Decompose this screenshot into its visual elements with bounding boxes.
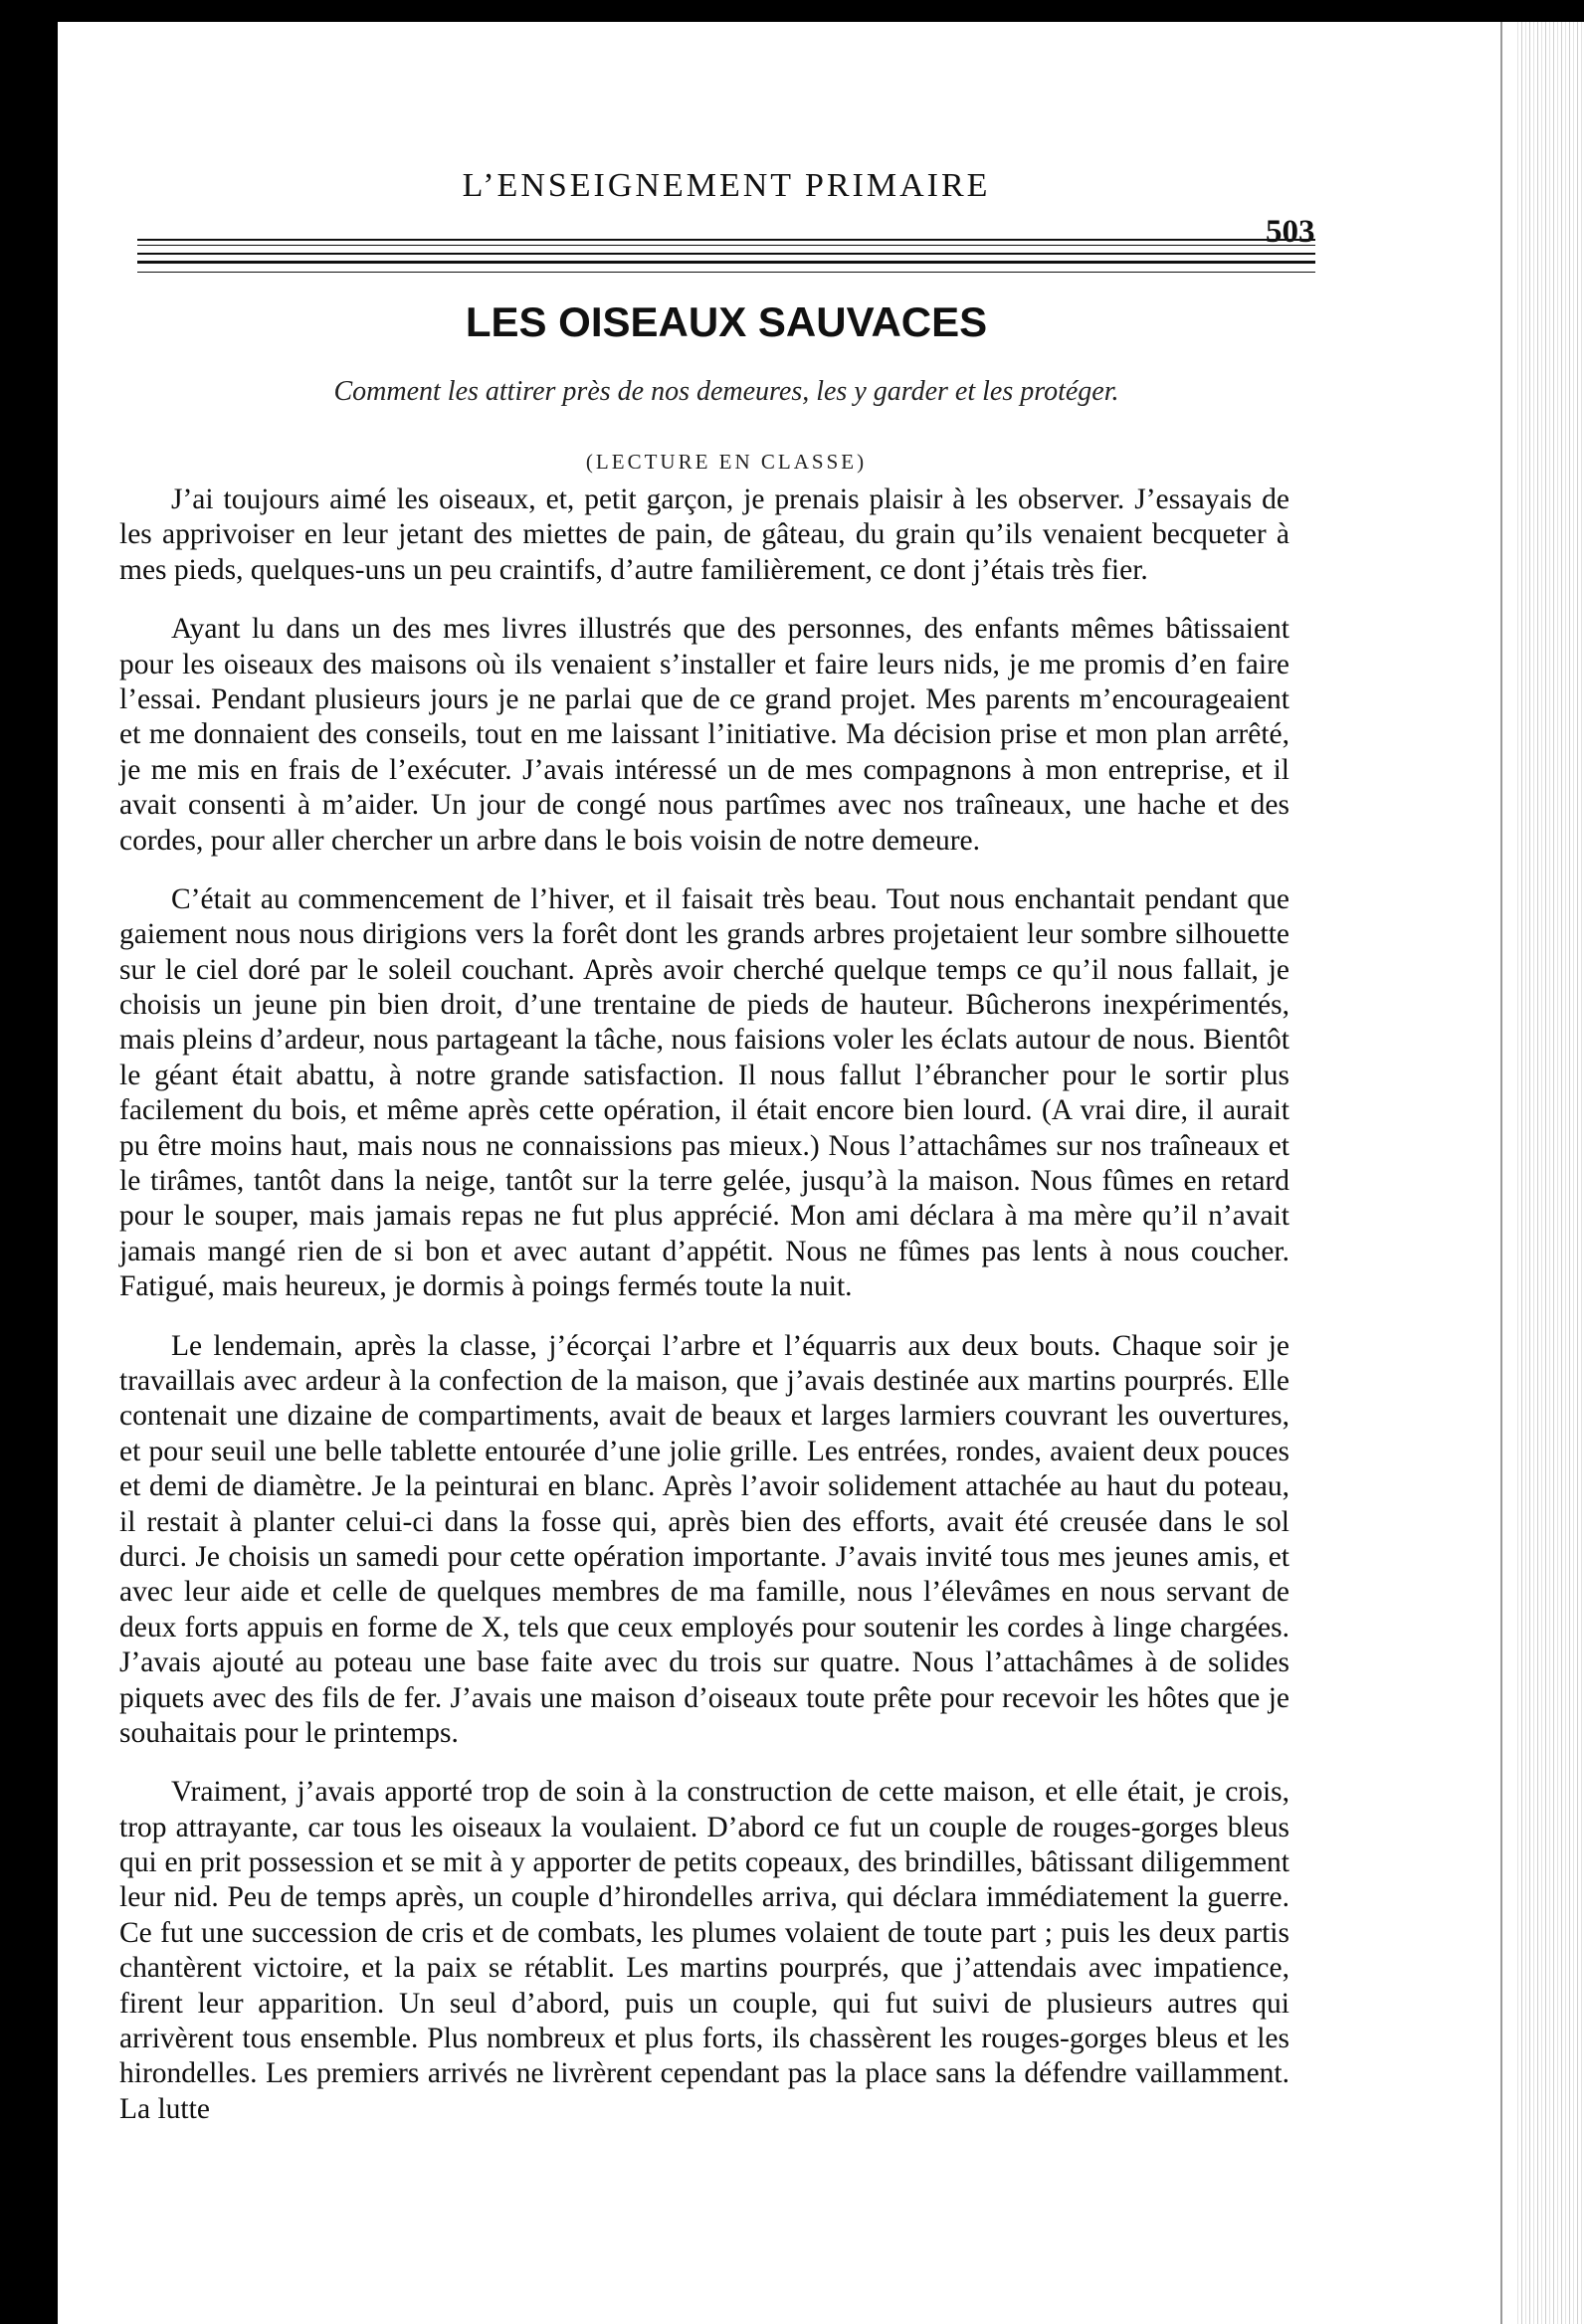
header-rule-middle (137, 245, 1315, 246)
article-body (119, 483, 1289, 2151)
header-rule (137, 239, 1315, 255)
running-header: L’ENSEIGNEMENT PRIMAIRE (462, 167, 991, 204)
paragraph-5: Vraiment, j’avais apporté trop de soin à la construction de cette maison, et elle était, je crois, trop attrayante, car tous les oiseaux la voulaient. D’abord ce fut un couple de rouges-gorges bleus qui en prit possession et se mit à y apporter de petits copeaux, des brindilles, bâtissant diligemment leur nid. Peu de temps après, un couple d’hirondelles arriva, qui déclara immédiatement la guerre. Ce fut une succession de cris et de combats, les plumes volaient de toute part ; puis les deux partis chantèrent victoire, et la paix se rétablit. Les martins pourprés, que j’attendais avec impatience, firent leur apparition. Un seul d’abord, puis un couple, qui fut suivi de plusieurs autres qui arrivèrent tous ensemble. Plus nombreux et plus forts, ils chassèrent les rouges-gorges bleus et les hirondelles. Les premiers arrivés ne livrèrent cependant pas la place sans la défendre vaillamment. La lutte (119, 1776, 1289, 2125)
header-rule-bottom (137, 261, 1315, 273)
paragraph-3: C’était au commencement de l’hiver, et il faisait très beau. Tout nous enchantait pendant que gaiement nous nous dirigions vers la forêt dont les grands arbres projetaient leur sombre silhouette sur le ciel doré par le soleil couchant. Après avoir cherché quelque temps ce qu’il nous fallait, je choisis un jeune pin bien droit, d’une trentaine de pieds de hauteur. Bûcherons inexpérimentés, mais pleins d’ardeur, nous partageant la tâche, nous faisions voler les éclats autour de nous. Bientôt le géant était abattu, à notre grande satisfaction. Il nous fallut l’ébrancher pour le sortir plus facilement du bois, et même après cette opération, il était encore bien lourd. (A vrai dire, il aurait pu être moins haut, mais nous ne connaissions pas mieux.) Nous l’attachâmes sur nos traîneaux et le tirâmes, tantôt dans la neige, tantôt sur la terre gelée, jusqu’à la maison. Nous fûmes en retard pour le souper, mais jamais repas ne fut plus apprécié. Mon ami déclara à ma mère qu’il n’avait jamais mangé rien de si bon et avec autant d’appétit. Nous ne fûmes pas lents à nous coucher. Fatigué, mais heureux, je dormis à poings fermés toute la nuit. (119, 882, 1289, 1303)
article-subtitle: Comment les attirer près de nos demeures, les y garder et les protéger. (333, 376, 1119, 407)
page-fold-line (1500, 22, 1502, 2324)
paragraph-1: J’ai toujours aimé les oiseaux, et, petit garçon, je prenais plaisir à les observer. J’essayais de les apprivoiser en leur jetant des miettes de pain, de gâteau, du grain qu’ils venaient becqueter à mes pieds, quelques-uns un peu craintifs, d’autre familièrement, ce dont j’étais très fier. (119, 484, 1289, 586)
article-label: (LECTURE EN CLASSE) (585, 450, 868, 474)
paragraph-2: Ayant lu dans un des mes livres illustrés que des personnes, des enfants mêmes bâtissaient pour les oiseaux des maisons où ils venaient s’installer et faire leurs nids, je me promis d’en faire l’essai. Pendant plusieurs jours je ne parlai que de ce grand projet. Mes parents m’encourageaient et me donnaient des conseils, tout en me laissant l’initiative. Ma décision prise et mon plan arrêté, je me mis en frais de l’exécuter. J’avais intéressé un de mes compagnons à mon entreprise, et il avait consenti à m’aider. Un jour de congé nous partîmes avec nos traîneaux, une hache et des cordes, pour aller chercher un arbre dans le bois voisin de notre demeure. (119, 613, 1289, 857)
article-title: LES OISEAUX SAUVACES (465, 298, 988, 345)
paragraph-4: Le lendemain, après la classe, j’écorçai l’arbre et l’équarris aux deux bouts. Chaque soir je travaillais avec ardeur à la confection de la maison, que j’avais destinée aux martins pourprés. Elle contenait une dizaine de compartiments, avait de beaux et larges larmiers couvrant les ouvertures, et pour seuil une belle tablette entourée d’une jolie grille. Les entrées, rondes, avaient deux pouces et demi de diamètre. Je la peinturai en blanc. Après l’avoir solidement attachée au haut du poteau, il restait à planter celui-ci dans la fosse qui, après bien des efforts, avait été creusée dans le sol durci. Je choisis un samedi pour cette opération importante. J’avais invité tous mes jeunes amis, et avec leur aide et celle de quelques membres de ma famille, nous l’élevâmes en nous servant de deux forts appuis en forme de X, tels que ceux employés pour soutenir les cordes à linge chargées. J’avais ajouté au poteau une base faite avec du trois sur quatre. Nous l’attachâmes à de solides piquets avec des fils de fer. J’avais une maison d’oiseaux toute prête pour recevoir les hôtes que je souhaitais pour le printemps. (119, 1329, 1289, 1749)
page-number: 503 (1266, 214, 1315, 250)
page-edge (1514, 22, 1584, 2324)
